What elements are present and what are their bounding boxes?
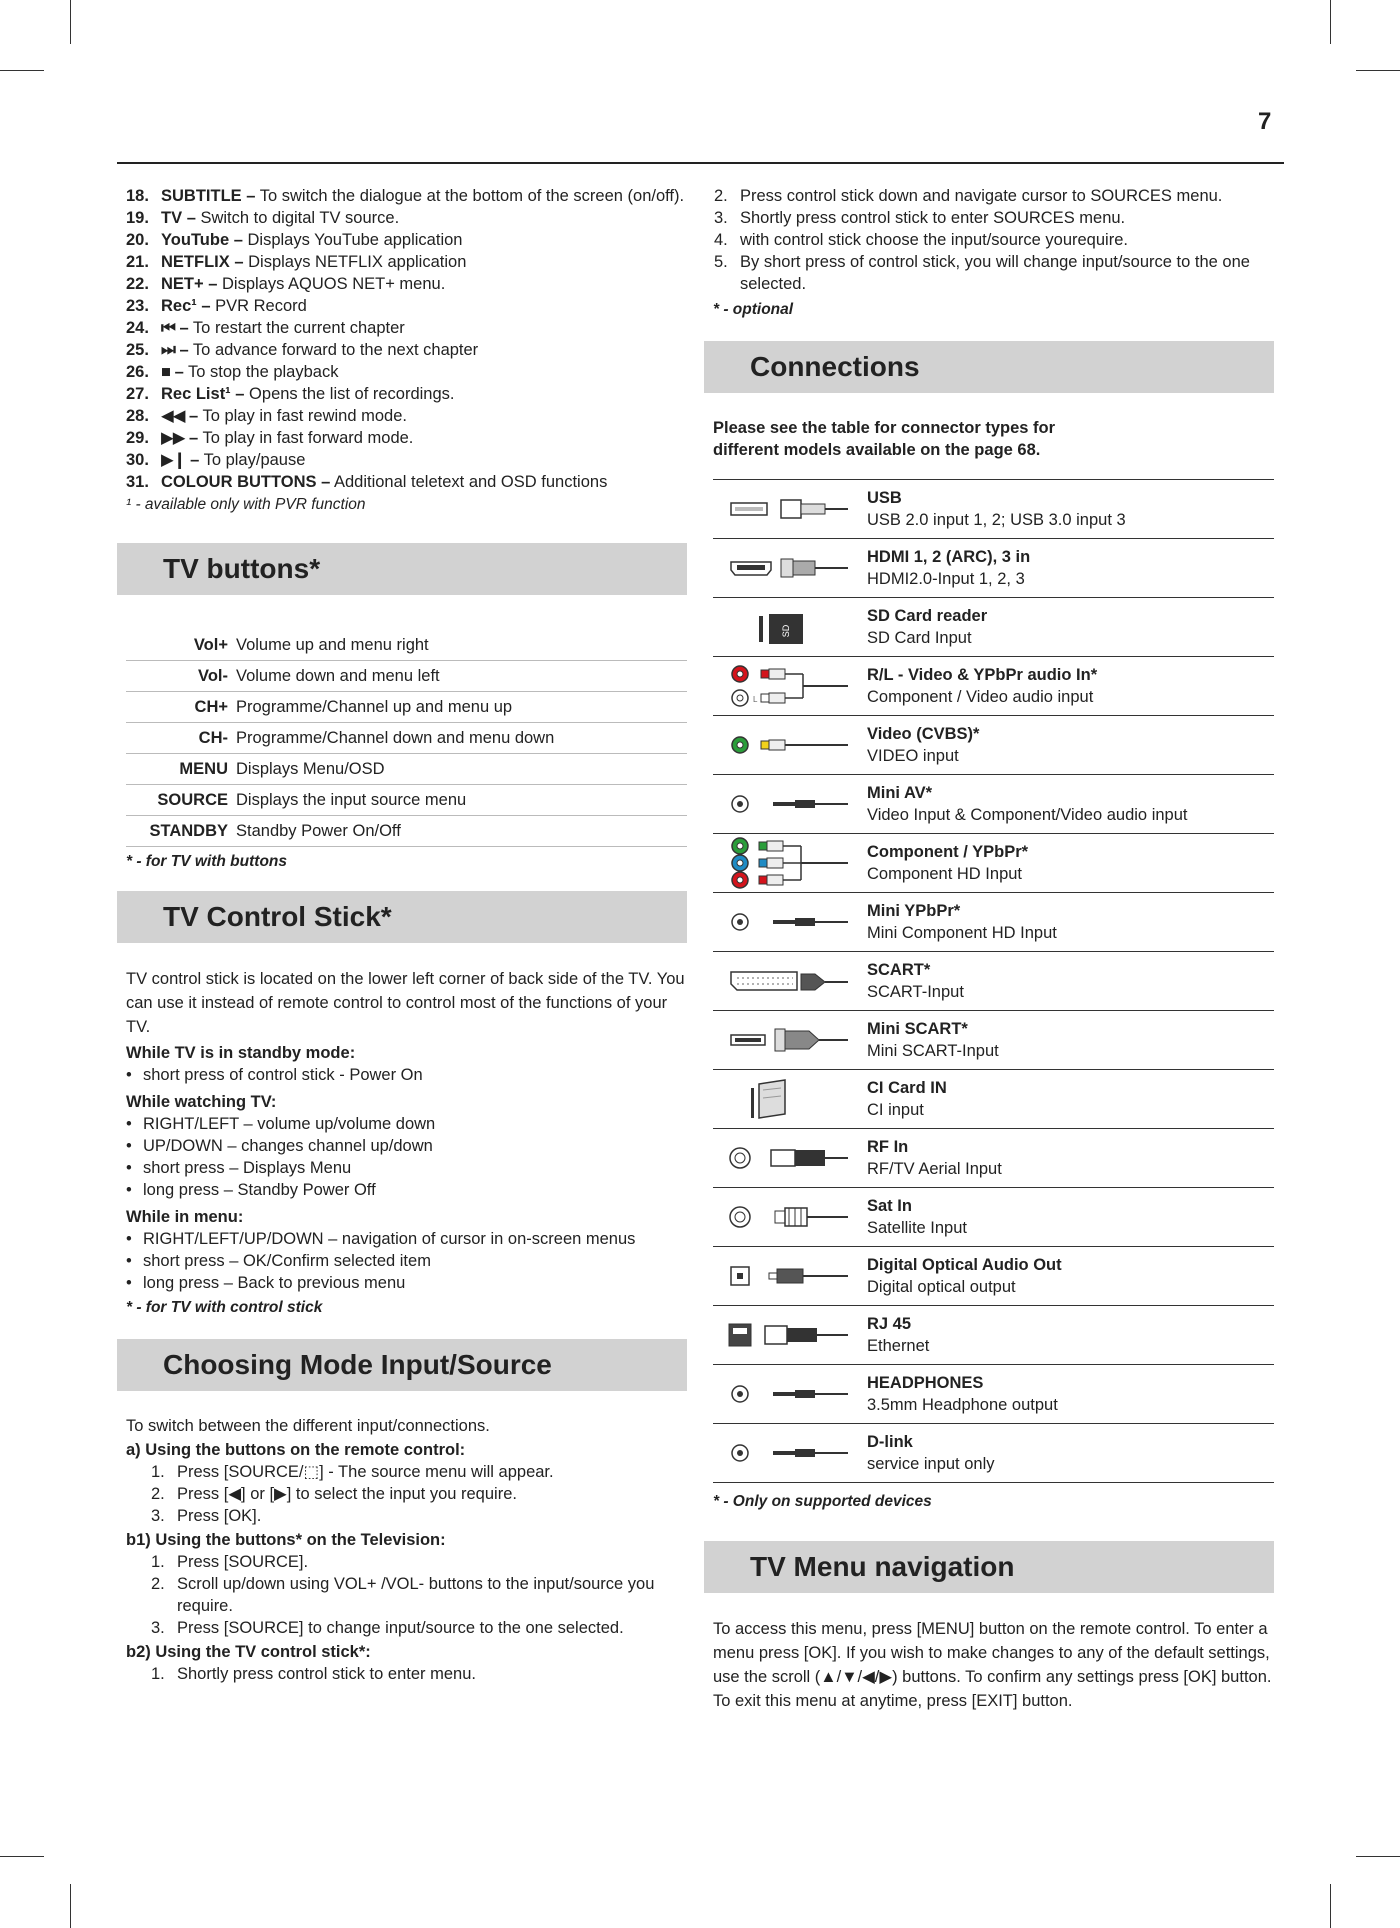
connection-row xyxy=(713,1129,1274,1188)
bullet-icon: • xyxy=(126,1159,132,1177)
remote-item xyxy=(126,361,687,383)
bullet-item xyxy=(126,1157,687,1179)
connection-desc: Video Input & Component/Video audio input xyxy=(867,806,1188,824)
svg-text:SD: SD xyxy=(781,624,791,638)
item-number: 28. xyxy=(126,407,149,425)
item-text xyxy=(161,449,687,471)
connection-text xyxy=(863,1195,1274,1239)
item-label: COLOUR BUTTONS xyxy=(161,473,317,491)
connection-text xyxy=(863,900,1274,944)
connection-row xyxy=(713,1365,1274,1424)
item-number: 27. xyxy=(126,385,149,403)
bullet-text: long press – Standby Power Off xyxy=(143,1181,376,1199)
dash: – xyxy=(246,187,256,205)
button-key: CH+ xyxy=(194,698,228,716)
control-stick-steps-list xyxy=(117,1663,687,1685)
item-number: 19. xyxy=(126,209,149,227)
tv-buttons-table xyxy=(126,630,687,847)
media-control-icon: ⏮ xyxy=(161,319,175,337)
button-key: SOURCE xyxy=(157,791,228,809)
sat-icon xyxy=(713,1188,863,1246)
step-item xyxy=(714,251,1274,295)
tv-button-row xyxy=(126,723,687,754)
item-label: Rec List¹ xyxy=(161,385,231,403)
ci-card-icon xyxy=(713,1070,863,1128)
svg-text:L: L xyxy=(753,695,758,704)
bullet-text: long press – Back to previous menu xyxy=(143,1274,406,1292)
step-number: 3. xyxy=(151,1619,165,1637)
remote-item xyxy=(126,339,687,361)
connection-desc: Component HD Input xyxy=(867,865,1023,883)
connection-name: SCART* xyxy=(867,961,931,979)
mini-scart-icon xyxy=(713,1011,863,1069)
connection-desc: USB 2.0 input 1, 2; USB 3.0 input 3 xyxy=(867,511,1126,529)
dash: – xyxy=(186,209,196,227)
dlink-icon xyxy=(713,1424,863,1482)
connection-desc: RF/TV Aerial Input xyxy=(867,1160,1002,1178)
step-item xyxy=(714,185,1274,207)
control-stick-steps-list-continued xyxy=(680,185,1274,295)
scart-icon xyxy=(713,952,863,1010)
watching-heading: While watching TV: xyxy=(126,1093,277,1111)
connection-row xyxy=(713,716,1274,775)
bullet-icon: • xyxy=(126,1137,132,1155)
bullet-icon: • xyxy=(126,1181,132,1199)
connection-row xyxy=(713,1247,1274,1306)
dash: – xyxy=(201,297,211,315)
bullet-item xyxy=(126,1228,687,1250)
standby-heading: While TV is in standby mode: xyxy=(126,1044,356,1062)
item-number: 29. xyxy=(126,429,149,447)
remote-item xyxy=(126,449,687,471)
bullet-icon: • xyxy=(126,1274,132,1292)
item-text xyxy=(161,471,687,493)
step-number: 1. xyxy=(151,1553,165,1571)
mini-av-icon xyxy=(713,775,863,833)
step-number: 4. xyxy=(714,231,728,249)
connection-name: HDMI 1, 2 (ARC), 3 in xyxy=(867,548,1031,566)
optical-icon xyxy=(713,1247,863,1305)
connection-name: Video (CVBS)* xyxy=(867,725,980,743)
rca-audio-icon xyxy=(713,657,863,715)
rf-icon xyxy=(713,1129,863,1187)
item-number: 21. xyxy=(126,253,149,271)
connection-desc: 3.5mm Headphone output xyxy=(867,1396,1058,1414)
connection-desc: HDMI2.0-Input 1, 2, 3 xyxy=(867,570,1025,588)
bullet-text: RIGHT/LEFT/UP/DOWN – navigation of cursor in on-screen menus xyxy=(143,1230,636,1248)
connections-heading: Connections xyxy=(704,341,1274,393)
remote-item xyxy=(126,207,687,229)
bullet-item xyxy=(126,1272,687,1294)
media-control-icon: ■ xyxy=(161,363,170,381)
remote-item xyxy=(126,273,687,295)
remote-steps-list xyxy=(117,1461,687,1527)
remote-item xyxy=(126,251,687,273)
bullet-item xyxy=(126,1113,687,1135)
item-desc: To restart the current chapter xyxy=(188,319,405,337)
step-number: 1. xyxy=(151,1463,165,1481)
item-number: 30. xyxy=(126,451,149,469)
remote-item xyxy=(126,427,687,449)
control-stick-intro: TV control stick is located on the lower left corner of back side of the TV. You can use it instead of remote control to control most of the functions of your TV. xyxy=(126,970,685,1036)
connection-name: R/L - Video & YPbPr audio In* xyxy=(867,666,1098,684)
remote-item xyxy=(126,295,687,317)
item-number: 22. xyxy=(126,275,149,293)
item-number: 20. xyxy=(126,231,149,249)
connection-name: HEADPHONES xyxy=(867,1374,984,1392)
remote-item xyxy=(126,185,687,207)
item-text xyxy=(161,339,687,361)
optional-note: * - optional xyxy=(713,301,794,318)
crop-mark xyxy=(70,1884,71,1928)
connection-row xyxy=(713,657,1274,716)
step-text: Scroll up/down using VOL+ /VOL- buttons to the input/source you require. xyxy=(177,1575,655,1615)
connection-name: USB xyxy=(867,489,902,507)
step-number: 2. xyxy=(714,187,728,205)
dash: – xyxy=(235,385,245,403)
bullet-text: short press – Displays Menu xyxy=(143,1159,352,1177)
button-desc: Volume down and menu left xyxy=(236,667,440,685)
connection-desc: Component / Video audio input xyxy=(867,688,1094,706)
connection-text xyxy=(863,664,1274,708)
tv-button-row xyxy=(126,630,687,661)
media-control-icon: ▶❙ xyxy=(161,451,186,469)
crop-mark xyxy=(0,1856,44,1857)
bullet-icon: • xyxy=(126,1252,132,1270)
connection-row xyxy=(713,952,1274,1011)
connection-text xyxy=(863,487,1274,531)
step-item xyxy=(151,1483,687,1505)
step-text: Press [SOURCE]. xyxy=(177,1553,309,1571)
crop-mark xyxy=(1356,1856,1400,1857)
connection-name: SD Card reader xyxy=(867,607,988,625)
watching-list xyxy=(117,1113,687,1201)
button-desc: Displays the input source menu xyxy=(236,791,467,809)
remote-function-list xyxy=(117,185,687,493)
usb-icon xyxy=(713,480,863,538)
connection-desc: VIDEO input xyxy=(867,747,959,765)
menu-heading: While in menu: xyxy=(126,1208,244,1226)
control-stick-heading: TV Control Stick* xyxy=(117,891,687,943)
dash: – xyxy=(188,407,199,425)
item-text xyxy=(161,317,687,339)
bullet-text: short press – OK/Confirm selected item xyxy=(143,1252,431,1270)
cvbs-icon xyxy=(713,716,863,774)
connection-text xyxy=(863,546,1274,590)
item-number: 26. xyxy=(126,363,149,381)
step-item xyxy=(151,1573,687,1617)
item-desc: To play/pause xyxy=(199,451,306,469)
item-desc: To play in fast forward mode. xyxy=(198,429,414,447)
button-desc: Programme/Channel down and menu down xyxy=(236,729,555,747)
connection-text xyxy=(863,1372,1274,1416)
connection-row xyxy=(713,1424,1274,1483)
step-number: 3. xyxy=(714,209,728,227)
control-stick-note: * - for TV with control stick xyxy=(126,1299,323,1316)
connections-intro: Please see the table for connector types for different models available on the page 68. xyxy=(713,419,1056,459)
button-key: Vol+ xyxy=(193,636,228,654)
item-label: Rec¹ xyxy=(161,297,197,315)
tv-button-row xyxy=(126,692,687,723)
step-number: 5. xyxy=(714,253,728,271)
connection-name: Mini YPbPr* xyxy=(867,902,961,920)
item-desc: To switch the dialogue at the bottom of the screen (on/off). xyxy=(255,187,685,205)
media-control-icon: ⏭ xyxy=(161,341,175,359)
right-column xyxy=(704,185,1274,1713)
standby-list xyxy=(117,1064,687,1086)
item-label: NET+ xyxy=(161,275,204,293)
connection-name: Mini SCART* xyxy=(867,1020,968,1038)
connection-text xyxy=(863,959,1274,1003)
dash: – xyxy=(190,451,200,469)
bullet-item xyxy=(126,1135,687,1157)
button-desc: Volume up and menu right xyxy=(236,636,429,654)
dash: – xyxy=(321,473,331,491)
step-number: 2. xyxy=(151,1485,165,1503)
item-desc: Displays AQUOS NET+ menu. xyxy=(217,275,446,293)
dash: – xyxy=(179,319,189,337)
connection-row xyxy=(713,539,1274,598)
dash: – xyxy=(233,231,243,249)
connection-text xyxy=(863,1136,1274,1180)
dash: – xyxy=(234,253,244,271)
step-item xyxy=(151,1617,687,1639)
connection-name: RJ 45 xyxy=(867,1315,912,1333)
tv-button-steps-list xyxy=(117,1551,687,1639)
item-desc: To stop the playback xyxy=(183,363,339,381)
connection-desc: Digital optical output xyxy=(867,1278,1016,1296)
tv-buttons-heading: TV buttons* xyxy=(117,543,687,595)
connection-row xyxy=(713,1070,1274,1129)
item-number: 23. xyxy=(126,297,149,315)
step-text: Press [SOURCE/⬚] - The source menu will appear. xyxy=(177,1463,554,1481)
bullet-icon: • xyxy=(126,1230,132,1248)
step-item xyxy=(151,1461,687,1483)
item-text xyxy=(161,427,687,449)
a-heading: a) Using the buttons on the remote control: xyxy=(126,1441,466,1459)
remote-item xyxy=(126,229,687,251)
connection-text xyxy=(863,1431,1274,1475)
item-desc: Switch to digital TV source. xyxy=(195,209,400,227)
item-text xyxy=(161,185,687,207)
dash: – xyxy=(174,363,184,381)
item-label: TV xyxy=(161,209,183,227)
b1-heading: b1) Using the buttons* on the Television: xyxy=(126,1531,446,1549)
remote-item xyxy=(126,471,687,493)
connection-row xyxy=(713,834,1274,893)
connection-desc: CI input xyxy=(867,1101,924,1119)
item-text xyxy=(161,405,687,427)
connection-name: Mini AV* xyxy=(867,784,933,802)
step-text: By short press of control stick, you will change input/source to the one selected. xyxy=(740,253,1250,293)
connections-table xyxy=(713,479,1274,1483)
step-item xyxy=(151,1551,687,1573)
connection-text xyxy=(863,782,1274,826)
item-desc: Additional teletext and OSD functions xyxy=(330,473,608,491)
connection-text xyxy=(863,1313,1274,1357)
item-text xyxy=(161,273,687,295)
remote-item xyxy=(126,317,687,339)
connection-text xyxy=(863,723,1274,767)
item-text xyxy=(161,361,687,383)
item-number: 18. xyxy=(126,187,149,205)
crop-mark xyxy=(0,70,44,71)
step-text: Shortly press control stick to enter SOURCES menu. xyxy=(740,209,1126,227)
bullet-icon: • xyxy=(126,1115,132,1133)
item-desc: Displays NETFLIX application xyxy=(243,253,467,271)
connection-row xyxy=(713,1306,1274,1365)
step-item xyxy=(714,207,1274,229)
bullet-item xyxy=(126,1250,687,1272)
media-control-icon: ◀◀ xyxy=(161,407,185,425)
step-number: 1. xyxy=(151,1665,165,1683)
connection-text xyxy=(863,605,1274,649)
connection-name: RF In xyxy=(867,1138,909,1156)
item-desc: To advance forward to the next chapter xyxy=(188,341,479,359)
dash: – xyxy=(179,341,189,359)
connection-desc: Mini SCART-Input xyxy=(867,1042,999,1060)
item-text xyxy=(161,295,687,317)
item-number: 25. xyxy=(126,341,149,359)
connection-name: Sat In xyxy=(867,1197,912,1215)
hdmi-icon xyxy=(713,539,863,597)
dash: – xyxy=(208,275,218,293)
b2-heading: b2) Using the TV control stick*: xyxy=(126,1643,371,1661)
item-number: 31. xyxy=(126,473,149,491)
tv-buttons-note: * - for TV with buttons xyxy=(126,853,288,870)
sd-card-icon xyxy=(713,598,863,656)
step-item xyxy=(151,1505,687,1527)
connection-name: Digital Optical Audio Out xyxy=(867,1256,1062,1274)
bullet-item xyxy=(126,1179,687,1201)
bullet-text: short press of control stick - Power On xyxy=(143,1066,423,1084)
connection-desc: SCART-Input xyxy=(867,983,964,1001)
button-key: Vol- xyxy=(198,667,228,685)
header-rule xyxy=(117,162,1284,164)
bullet-icon: • xyxy=(126,1066,132,1084)
step-text: Press [◀] or [▶] to select the input you require. xyxy=(177,1485,517,1503)
button-key: MENU xyxy=(179,760,228,778)
connection-row xyxy=(713,775,1274,834)
step-text: Shortly press control stick to enter menu. xyxy=(177,1665,476,1683)
bullet-text: RIGHT/LEFT – volume up/volume down xyxy=(143,1115,436,1133)
tv-button-row xyxy=(126,754,687,785)
step-text: Press [SOURCE] to change input/source to the one selected. xyxy=(177,1619,624,1637)
connection-text xyxy=(863,841,1274,885)
item-text xyxy=(161,229,687,251)
bullet-item xyxy=(126,1064,687,1086)
remote-item xyxy=(126,405,687,427)
connection-desc: Ethernet xyxy=(867,1337,930,1355)
mini-ypbpr-icon xyxy=(713,893,863,951)
crop-mark xyxy=(1356,70,1400,71)
menu-navigation-heading: TV Menu navigation xyxy=(704,1541,1274,1593)
media-control-icon: ▶▶ xyxy=(161,429,185,447)
step-item xyxy=(714,229,1274,251)
item-text xyxy=(161,251,687,273)
step-text: Press control stick down and navigate cursor to SOURCES menu. xyxy=(740,187,1223,205)
item-text xyxy=(161,383,687,405)
connection-text xyxy=(863,1077,1274,1121)
button-desc: Programme/Channel up and menu up xyxy=(236,698,513,716)
item-number: 24. xyxy=(126,319,149,337)
choosing-mode-intro: To switch between the different input/connections. xyxy=(126,1417,490,1435)
connection-row xyxy=(713,480,1274,539)
tv-button-row xyxy=(126,816,687,847)
menu-navigation-text: To access this menu, press [MENU] button on the remote control. To enter a menu press [OK]. If you wish to make changes to any of the default settings, use the scroll (▲/▼/◀/▶) buttons. To confirm any settings press [OK] button. To exit this menu at anytime, press [EXIT] button. xyxy=(713,1620,1272,1710)
tv-button-row xyxy=(126,785,687,816)
in-menu-list xyxy=(117,1228,687,1294)
item-desc: Opens the list of recordings. xyxy=(244,385,455,403)
button-key: STANDBY xyxy=(149,822,228,840)
connection-row xyxy=(713,1188,1274,1247)
item-label: NETFLIX xyxy=(161,253,230,271)
headphones-icon xyxy=(713,1365,863,1423)
step-number: 2. xyxy=(151,1575,165,1593)
connection-row xyxy=(713,893,1274,952)
component-icon xyxy=(713,834,863,892)
crop-mark xyxy=(1330,1884,1331,1928)
choosing-mode-heading: Choosing Mode Input/Source xyxy=(117,1339,687,1391)
item-desc: PVR Record xyxy=(210,297,307,315)
connection-desc: Mini Component HD Input xyxy=(867,924,1057,942)
page-number: 7 xyxy=(1258,108,1272,135)
connections-note: * - Only on supported devices xyxy=(713,1493,932,1510)
connection-name: Component / YPbPr* xyxy=(867,843,1029,861)
connection-text xyxy=(863,1018,1274,1062)
connection-row xyxy=(713,598,1274,657)
button-key: CH- xyxy=(198,729,228,747)
connection-name: CI Card IN xyxy=(867,1079,947,1097)
left-column xyxy=(117,185,687,1685)
connection-desc: SD Card Input xyxy=(867,629,972,647)
bullet-text: UP/DOWN – changes channel up/down xyxy=(143,1137,433,1155)
step-text: Press [OK]. xyxy=(177,1507,262,1525)
tv-button-row xyxy=(126,661,687,692)
item-label: YouTube xyxy=(161,231,230,249)
connection-name: D-link xyxy=(867,1433,913,1451)
item-desc: To play in fast rewind mode. xyxy=(198,407,407,425)
item-label: SUBTITLE xyxy=(161,187,242,205)
dash: – xyxy=(188,429,199,447)
connection-text xyxy=(863,1254,1274,1298)
connection-desc: service input only xyxy=(867,1455,995,1473)
pvr-note: ¹ - available only with PVR function xyxy=(126,496,366,513)
connection-desc: Satellite Input xyxy=(867,1219,967,1237)
button-desc: Standby Power On/Off xyxy=(236,822,401,840)
connection-row xyxy=(713,1011,1274,1070)
crop-mark xyxy=(1330,0,1331,44)
step-text: with control stick choose the input/source yourequire. xyxy=(740,231,1128,249)
item-desc: Displays YouTube application xyxy=(242,231,463,249)
button-desc: Displays Menu/OSD xyxy=(236,760,385,778)
step-item xyxy=(151,1663,687,1685)
remote-item xyxy=(126,383,687,405)
crop-mark xyxy=(70,0,71,44)
step-number: 3. xyxy=(151,1507,165,1525)
rj45-icon xyxy=(713,1306,863,1364)
item-text xyxy=(161,207,687,229)
